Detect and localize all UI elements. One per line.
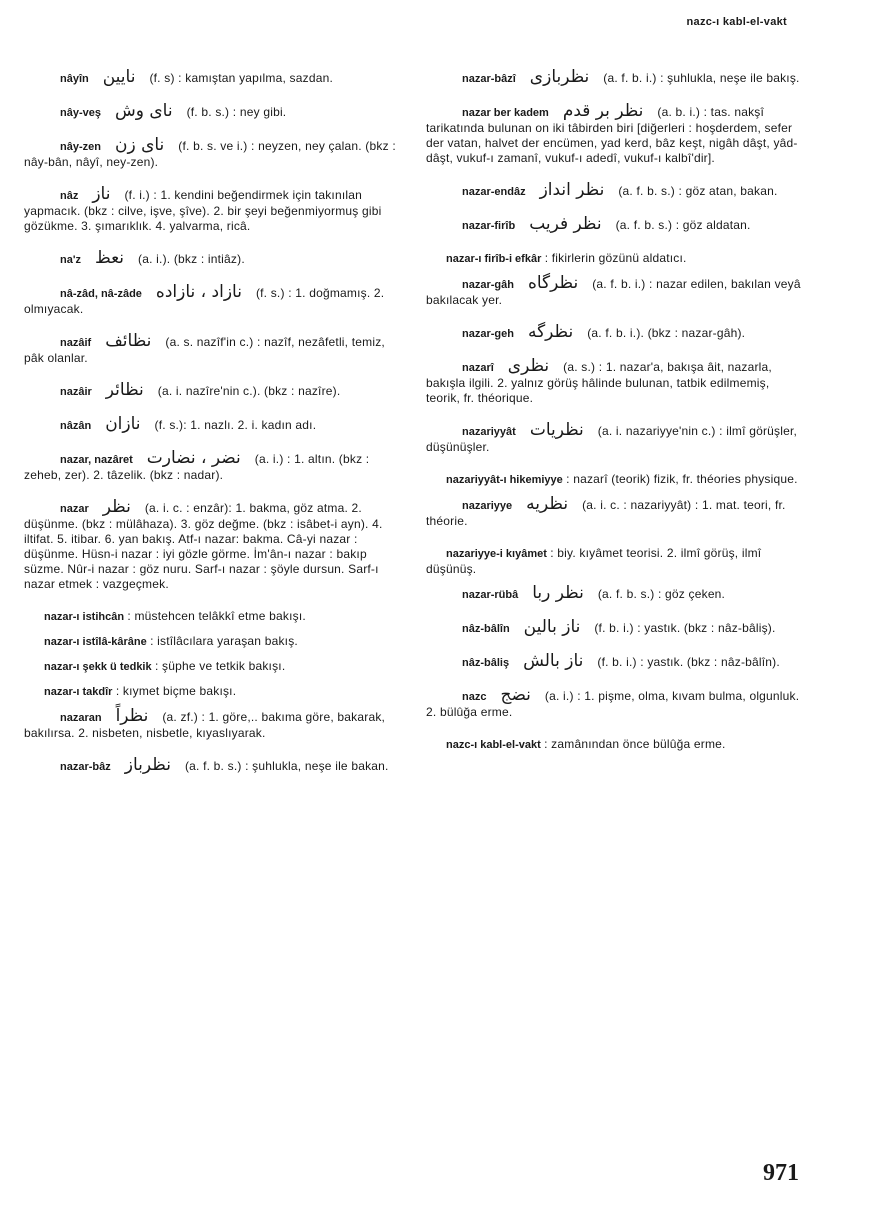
entry-definition: (a. i. nazîre'nin c.). (bkz : nazîre). bbox=[157, 384, 341, 398]
entry-arabic-script: نظربازى bbox=[529, 67, 590, 87]
dictionary-entry bbox=[24, 184, 402, 234]
dictionary-entry bbox=[426, 322, 802, 342]
dictionary-entry bbox=[426, 214, 802, 234]
entry-arabic-script: نظر انداز bbox=[539, 180, 605, 200]
entry-headword: nazarî bbox=[462, 362, 494, 374]
entry-headword: nazar-ı şekk ü tedkik bbox=[44, 661, 152, 673]
entry-definition: (a. f. b. s.) : göz aldatan. bbox=[615, 218, 751, 232]
dictionary-entry bbox=[426, 101, 802, 166]
dictionary-entry bbox=[426, 737, 802, 753]
dictionary-entry bbox=[24, 282, 402, 317]
entry-definition: : zamânından önce bülûğa erme. bbox=[544, 737, 726, 751]
entry-headword: nâzân bbox=[60, 420, 92, 432]
entry-arabic-script: نظر bbox=[102, 497, 131, 517]
entry-headword: nazar-rübâ bbox=[462, 589, 519, 601]
dictionary-entry bbox=[24, 659, 402, 675]
entry-arabic-script: نضج bbox=[500, 685, 531, 705]
entry-arabic-script: ناى وش bbox=[114, 101, 173, 121]
running-head: nazc-ı kabl-el-vakt bbox=[686, 16, 787, 28]
entry-headword: nazar bbox=[60, 503, 89, 515]
entry-arabic-script: نظر بر قدم bbox=[562, 101, 644, 121]
entry-definition: : kıymet biçme bakışı. bbox=[115, 684, 237, 698]
entry-headword: nâyîn bbox=[60, 73, 89, 85]
entry-arabic-script: ناز bbox=[92, 184, 111, 204]
entry-definition: : fikirlerin gözünü aldatıcı. bbox=[544, 251, 687, 265]
entry-definition: (a. s. nazîf'in c.) : nazîf, nezâfetli, temiz, pâk olanlar. bbox=[24, 335, 385, 365]
dictionary-entry bbox=[24, 497, 402, 592]
entry-headword: nazaran bbox=[60, 712, 102, 724]
entry-headword: nây-veş bbox=[60, 107, 101, 119]
dictionary-entry bbox=[24, 414, 402, 434]
entry-headword: nâz-bâlîn bbox=[462, 623, 510, 635]
entry-headword: nâz-bâliş bbox=[462, 657, 510, 669]
entry-arabic-script: نظريه bbox=[526, 494, 569, 514]
entry-headword: nazar-ı firîb-i efkâr bbox=[446, 253, 542, 265]
entry-headword: nazc-ı kabl-el-vakt bbox=[446, 739, 541, 751]
entry-definition: : biy. kıyâmet teorisi. 2. ilmî görüş, ilmî düşünüş. bbox=[426, 546, 762, 576]
dictionary-entry bbox=[24, 634, 402, 650]
dictionary-entry bbox=[426, 617, 802, 637]
entry-arabic-script: نظر ربا bbox=[532, 583, 584, 603]
entry-headword: na'z bbox=[60, 254, 81, 266]
dictionary-entry bbox=[426, 67, 802, 87]
dictionary-entry bbox=[24, 67, 402, 87]
entry-headword: nazar ber kadem bbox=[462, 107, 549, 119]
entry-arabic-script: نظائف bbox=[105, 331, 152, 351]
entry-definition: (a. f. b. i.). (bkz : nazar-gâh). bbox=[587, 326, 746, 340]
entry-arabic-script: نعظ bbox=[94, 248, 125, 268]
entry-definition: (a. i. c. : nazariyyât) : 1. mat. teori, fr. théorie. bbox=[426, 498, 786, 528]
entry-headword: nazariyye bbox=[462, 500, 513, 512]
entry-headword: nazariyyât-ı hikemiyye bbox=[446, 474, 563, 486]
dictionary-entry bbox=[426, 651, 802, 671]
entry-arabic-script: نظرى bbox=[507, 356, 550, 376]
entry-arabic-script: نظرباز bbox=[124, 755, 171, 775]
entry-arabic-script: نظرگاه bbox=[527, 273, 579, 293]
entry-headword: nazar-bâz bbox=[60, 761, 111, 773]
dictionary-entry bbox=[426, 472, 802, 488]
entry-headword: nây-zen bbox=[60, 141, 101, 153]
entry-arabic-script: نظرگه bbox=[527, 322, 574, 342]
entry-definition: (a. b. i.) : tas. nakşî tarikatında bulunan on iki tâbirden biri [diğerleri : hoşderdem, sefer der vatan, halvet der encümen, yad kerd, bâz keşt, nigâh dâşt, yâd-dâşt, vukuf-ı zamanî, vukuf-ı adedî, vukuf-ı kalbî'dir]. bbox=[426, 105, 798, 165]
dictionary-entry bbox=[24, 101, 402, 121]
entry-definition: : şüphe ve tetkik bakışı. bbox=[154, 659, 286, 673]
entry-arabic-script: نظائر bbox=[105, 380, 144, 400]
entry-arabic-script: نازاد ، نازاده bbox=[155, 282, 242, 302]
dictionary-entry bbox=[426, 273, 802, 308]
entry-headword: nazâif bbox=[60, 337, 92, 349]
entry-headword: nazâir bbox=[60, 386, 92, 398]
entry-definition: (a. f. b. s.) : göz çeken. bbox=[597, 587, 726, 601]
dictionary-entry bbox=[24, 755, 402, 775]
dictionary-entry bbox=[24, 706, 402, 741]
entry-headword: nazar-bâzî bbox=[462, 73, 516, 85]
entry-headword: nazc bbox=[462, 691, 487, 703]
entry-arabic-script: نايين bbox=[102, 67, 136, 87]
entry-definition: (a. i.). (bkz : intiâz). bbox=[138, 252, 245, 266]
dictionary-entry bbox=[426, 356, 802, 406]
entry-arabic-script: نظريات bbox=[529, 420, 584, 440]
dictionary-entry bbox=[426, 583, 802, 603]
dictionary-entry bbox=[24, 609, 402, 625]
entry-definition: (f. b. s.) : ney gibi. bbox=[186, 105, 287, 119]
dictionary-entry bbox=[24, 448, 402, 483]
entry-definition: : istîlâcılara yaraşan bakış. bbox=[150, 634, 298, 648]
entry-arabic-script: نظراً bbox=[115, 706, 149, 726]
left-column bbox=[24, 67, 402, 792]
entry-definition: : nazarî (teorik) fizik, fr. théories physique. bbox=[566, 472, 798, 486]
right-column bbox=[426, 67, 802, 762]
page-number: 971 bbox=[763, 1160, 799, 1186]
entry-definition: (a. f. b. i.) : şuhlukla, neşe ile bakış. bbox=[603, 71, 800, 85]
dictionary-entry bbox=[24, 380, 402, 400]
entry-definition: (a. i. c. : enzâr): 1. bakma, göz atma. 2. düşünme. (bkz : mülâhaza). 3. göz değme. (bkz : isâbet-i ayn). 4. iltifat. 5. itibar. 6. yan bakış. Atf-ı nazar: bakma. Câ-yi nazar : düşünme. Hüsn-i nazar : iyi gözle görme. İm'ân-ı nazar : bakıp süzme. Nûr-i nazar : göz nuru. Sarf-ı nazar : şöyle dursun. Sarf-ı nazar etmek : vazgeçmek. bbox=[24, 501, 383, 591]
entry-headword: nazar, nazâret bbox=[60, 454, 133, 466]
entry-headword: nazar-firîb bbox=[462, 220, 516, 232]
entry-definition: (a. f. b. s.) : göz atan, bakan. bbox=[618, 184, 778, 198]
entry-definition: (a. i. nazariyye'nin c.) : ilmî görüşler, düşünüşler. bbox=[426, 424, 798, 454]
entry-headword: nazar-endâz bbox=[462, 186, 526, 198]
entry-definition: (f. b. s. ve i.) : neyzen, ney çalan. (bkz : nây-bân, nâyî, ney-zen). bbox=[24, 139, 396, 169]
entry-definition: (a. s.) : 1. nazar'a, bakışa âit, nazarla, bakışla ilgili. 2. yalnız görüş hâlinde bulunan, tatbik edilmemiş, teorik, fr. théorique. bbox=[426, 360, 772, 405]
entry-definition: (a. zf.) : 1. göre,.. bakıma göre, bakarak, bakılırsa. 2. nisbeten, nisbetle, kıyaslıyarak. bbox=[24, 710, 386, 740]
entry-arabic-script: ناى زن bbox=[114, 135, 165, 155]
entry-definition: (f. s.) : 1. doğmamış. 2. olmıyacak. bbox=[24, 286, 385, 316]
dictionary-entry bbox=[426, 685, 802, 720]
entry-headword: nâz bbox=[60, 190, 79, 202]
entry-arabic-script: ناز بالش bbox=[523, 651, 584, 671]
entry-headword: nazar-ı istîlâ-kârâne bbox=[44, 636, 147, 648]
dictionary-entry bbox=[24, 248, 402, 268]
dictionary-entry bbox=[24, 684, 402, 700]
entry-headword: nâ-zâd, nâ-zâde bbox=[60, 288, 142, 300]
entry-arabic-script: نظر فريب bbox=[529, 214, 602, 234]
entry-definition: (a. i.) : 1. pişme, olma, kıvam bulma, olgunluk. 2. bülûğa erme. bbox=[426, 689, 800, 719]
dictionary-entry bbox=[426, 251, 802, 267]
dictionary-entry bbox=[426, 494, 802, 529]
dictionary-entry bbox=[24, 331, 402, 366]
entry-headword: nazar-ı takdîr bbox=[44, 686, 113, 698]
entry-definition: (a. f. b. s.) : şuhlukla, neşe ile bakan. bbox=[184, 759, 389, 773]
entry-arabic-script: نضر ، نضارت bbox=[146, 448, 241, 468]
entry-headword: nazariyyât bbox=[462, 426, 516, 438]
entry-headword: nazar-geh bbox=[462, 328, 514, 340]
dictionary-entry bbox=[426, 420, 802, 455]
entry-definition: (f. s.): 1. nazlı. 2. i. kadın adı. bbox=[154, 418, 317, 432]
entry-definition: (f. b. i.) : yastık. (bkz : nâz-bâliş). bbox=[594, 621, 776, 635]
entry-definition: (f. b. i.) : yastık. (bkz : nâz-bâlîn). bbox=[597, 655, 780, 669]
entry-definition: (f. s) : kamıştan yapılma, sazdan. bbox=[149, 71, 333, 85]
entry-definition: : müstehcen telâkkî etme bakışı. bbox=[127, 609, 306, 623]
entry-headword: nazariyye-i kıyâmet bbox=[446, 548, 547, 560]
dictionary-entry bbox=[24, 135, 402, 170]
dictionary-entry bbox=[426, 180, 802, 200]
dictionary-entry bbox=[426, 546, 802, 577]
entry-headword: nazar-gâh bbox=[462, 279, 514, 291]
entry-definition: (a. i.) : 1. altın. (bkz : zeheb, zer). 2. tâzelik. (bkz : nadar). bbox=[24, 452, 370, 482]
entry-arabic-script: ناز بالين bbox=[523, 617, 581, 637]
entry-headword: nazar-ı istihcân bbox=[44, 611, 125, 623]
entry-arabic-script: نازان bbox=[105, 414, 141, 434]
entry-definition: (f. i.) : 1. kendini beğendirmek için takınılan yapmacık. (bkz : cilve, işve, şîve). 2. bir şeyi beğenmiyormuş gibi gözükme. 3. şımarıklık. 4. yalvarma, ricâ. bbox=[24, 188, 382, 233]
entry-definition: (a. f. b. i.) : nazar edilen, bakılan veyâ bakılacak yer. bbox=[426, 277, 801, 307]
